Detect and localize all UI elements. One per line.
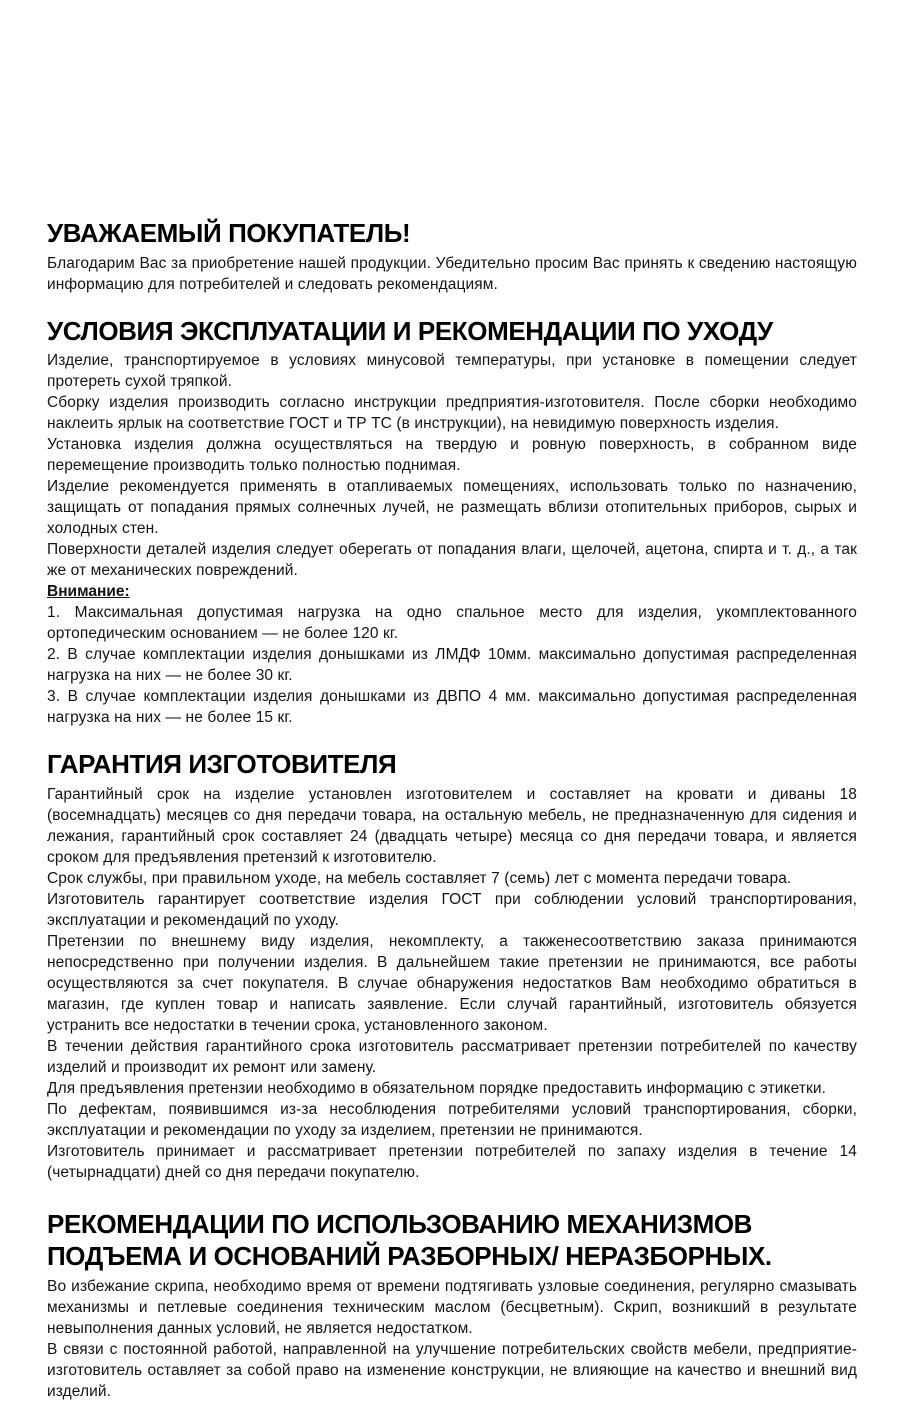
paragraph: Для предъявления претензии необходимо в обязательном порядке предоставить информацию с этикетки. [47, 1080, 827, 1098]
paragraph: По дефектам, появившимся из-за несоблюдения потребителями условий транспортирования, сборки, эксплуатации и рекомендации по уходу за изделием, претензии не принимаются. [47, 1101, 857, 1140]
attention-item: 3. В случае комплектации изделия донышками из ДВПО 4 мм. максимально допустимая распределенная нагрузка на них — не более 15 кг. [47, 688, 857, 727]
paragraph: Во избежание скрипа, необходимо время от времени подтягивать узловые соединения, регулярно смазывать механизмы и петлевые соединения техническим маслом (бесцветным). Скрип, возникший в результате невыполнения данных условий, не является недостатком. [47, 1277, 857, 1337]
attention-item: 1. Максимальная допустимая нагрузка на одно спальное место для изделия, укомплектованного ортопедическим основанием — не более 120 кг. [47, 604, 857, 643]
paragraph: Поверхности деталей изделия следует оберегать от попадания влаги, щелочей, ацетона, спирта и т. д., а так же от механических повреждений. [47, 541, 857, 580]
section-greeting [47, 218, 857, 295]
greeting-heading: УВАЖАЕМЫЙ ПОКУПАТЕЛЬ! [47, 218, 411, 248]
paragraph: Установка изделия должна осуществляться на твердую и ровную поверхность, в собранном виде перемещение производить только полностью поднимая. [47, 436, 857, 475]
paragraph: Благодарим Вас за приобретение нашей продукции. Убедительно просим Вас принять к сведению настоящую информацию для потребителей и следовать рекомендациям. [47, 254, 857, 293]
paragraph: Претензии по внешнему виду изделия, некомплекту, а такженесоответствию заказа принимаются непосредственно при получении изделия. В дальнейшем такие претензии не принимаются, все работы осуществляются за счет покупателя. В случае обнаружения недостатков Вам необходимо обратиться в магазин, где куплен товар и написать заявление. Если случай гарантийный, изготовитель обязуется устранить все недостатки в течении срока, установленного законом. [47, 933, 857, 1035]
section-usage-conditions [47, 316, 857, 729]
paragraph: В связи с постоянной работой, направленной на улучшение потребительских свойств мебели, предприятие-изготовитель оставляет за собой право на изменение конструкции, не влияющие на качество и внешний вид изделий. [47, 1340, 857, 1400]
paragraph: Сборку изделия производить согласно инструкции предприятия-изготовителя. После сборки необходимо наклеить ярлык на соответствие ГОСТ и ТР ТС (в инструкции), на невидимую поверхность изделия. [47, 394, 857, 433]
usage-conditions-heading: УСЛОВИЯ ЭКСПЛУАТАЦИИ И РЕКОМЕНДАЦИИ ПО УХОДУ [47, 315, 773, 346]
attention-item: 2. В случае комплектации изделия донышками из ЛМДФ 10мм. максимально допустимая распределенная нагрузка на них — не более 30 кг. [47, 646, 857, 685]
paragraph: Изделие рекомендуется применять в отапливаемых помещениях, использовать только по назначению, защищать от попадания прямых солнечных лучей, не размещать вблизи отопительных приборов, сырых и холодных стен. [47, 478, 857, 538]
warranty-heading: ГАРАНТИЯ ИЗГОТОВИТЕЛЯ [47, 749, 397, 780]
paragraph: Срок службы, при правильном уходе, на мебель составляет 7 (семь) лет с момента передачи товара. [47, 870, 792, 888]
paragraph: Изготовитель гарантирует соответствие изделия ГОСТ при соблюдении условий транспортирования, эксплуатации и рекомендаций по уходу. [47, 891, 857, 930]
section-warranty [47, 749, 857, 1183]
mechanisms-heading: РЕКОМЕНДАЦИИ ПО ИСПОЛЬЗОВАНИЮ МЕХАНИЗМОВ ПОДЪЕМА И ОСНОВАНИЙ РАЗБОРНЫХ/ НЕРАЗБОРНЫХ. [47, 1209, 772, 1271]
section-mechanisms [47, 1209, 857, 1401]
paragraph: Изготовитель принимает и рассматривает претензии потребителей по запаху изделия в течение 14 (четырнадцати) дней со дня передачи покупателю. [47, 1143, 857, 1182]
paragraph: В течении действия гарантийного срока изготовитель рассматривает претензии потребителей по качеству изделий и производит их ремонт или замену. [47, 1038, 857, 1077]
paragraph: Гарантийный срок на изделие установлен изготовителем и составляет на кровати и диваны 18 (восемнадцать) месяцев со дня передачи товара, на остальную мебель, не предназначенную для сидения и лежания, гарантийный срок составляет 24 (двадцать четыре) месяца со дня передачи товара, и является сроком для предъявления претензий к изготовителю. [47, 786, 857, 867]
paragraph: Изделие, транспортируемое в условиях минусовой температуры, при установке в помещении следует протереть сухой тряпкой. [47, 352, 857, 391]
attention-label: Внимание: [47, 583, 130, 601]
